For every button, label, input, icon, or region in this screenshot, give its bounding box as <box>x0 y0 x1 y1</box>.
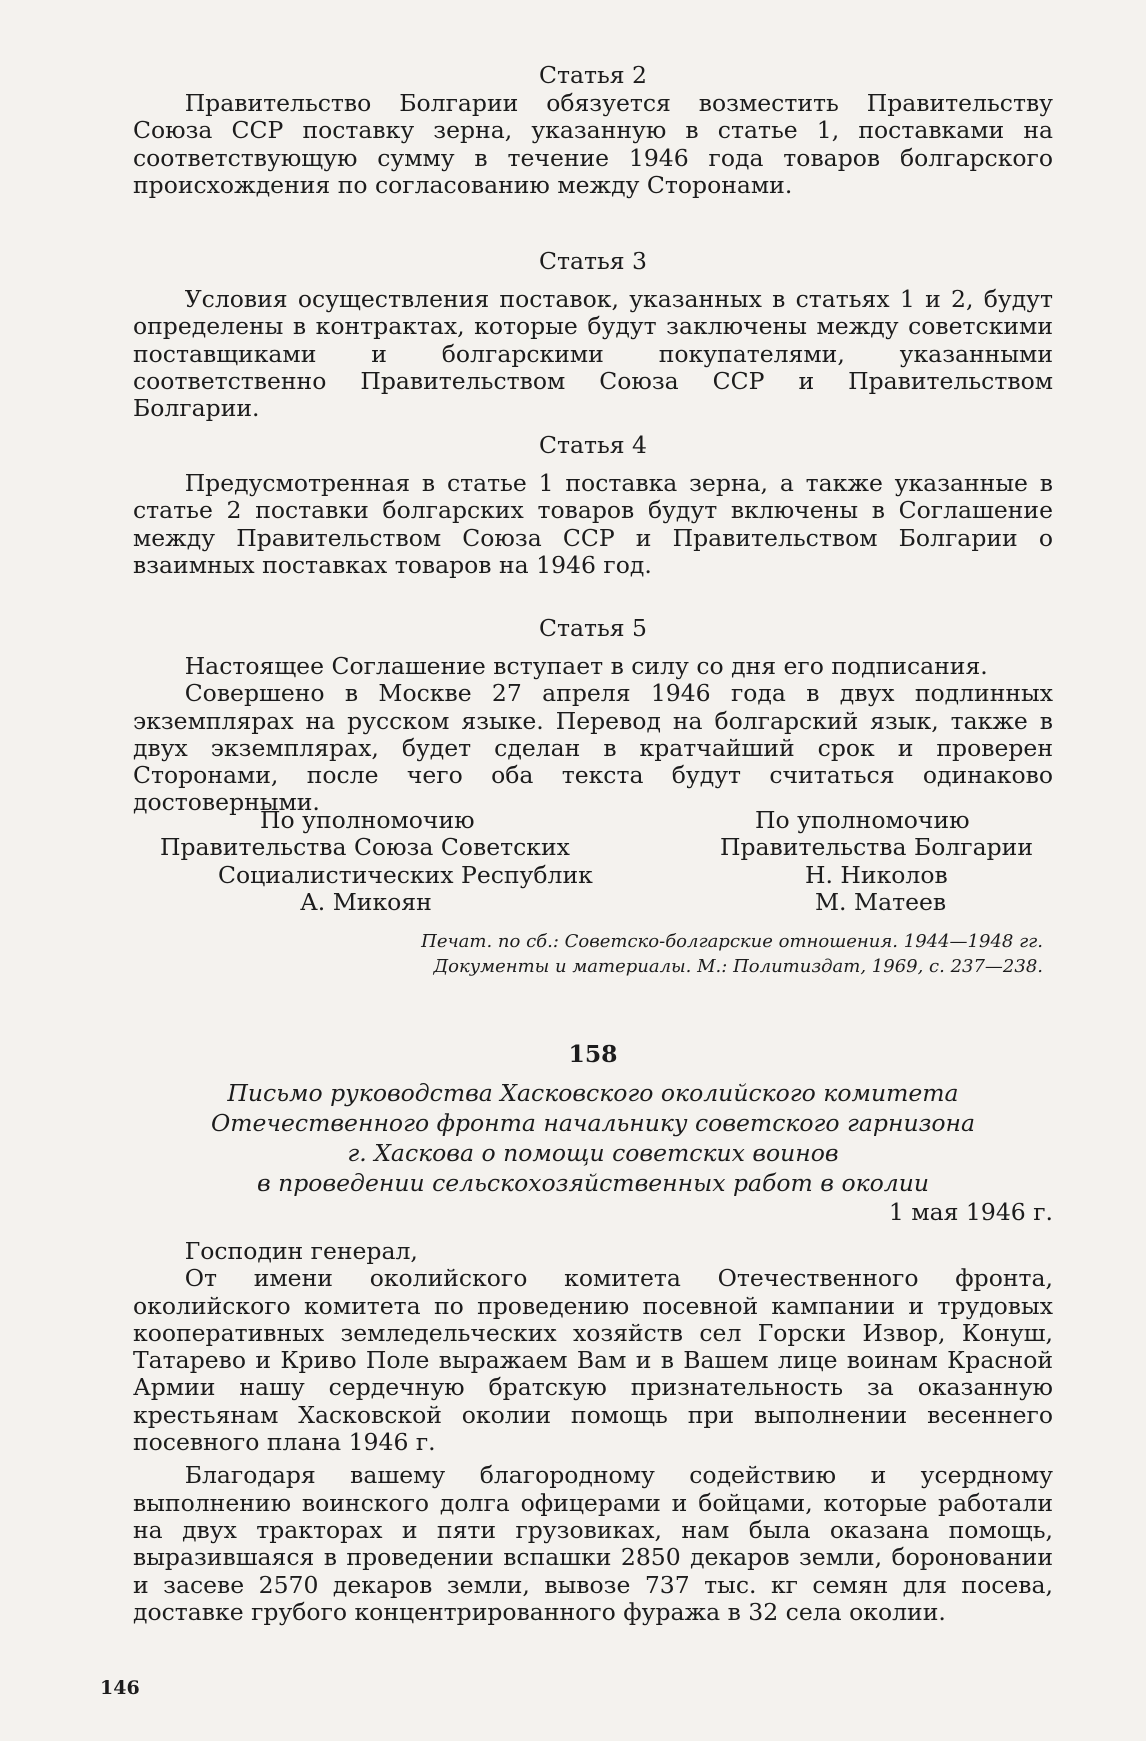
article-3-text: Условия осуществления поставок, указанных в статьях 1 и 2, будут определены в контрактах, которые будут заключены между советскими поставщиками и болгарскими покупателями, указанными соответственно Правительством Союза ССР и Правительством Болгарии. <box>133 285 1053 423</box>
article-3-body <box>133 286 1053 422</box>
signature-right-name-1: Н. Николов <box>805 860 948 889</box>
signature-block-soviet <box>160 807 620 916</box>
signature-right-name-2: М. Матеев <box>815 887 947 916</box>
article-2-heading: Статья 2 <box>538 61 648 89</box>
document-date: 1 мая 1946 г. <box>888 1198 1053 1226</box>
signature-block-bulgaria <box>720 807 1053 916</box>
signature-right-line-1: По уполномочию <box>755 806 970 834</box>
letter-paragraph-1: От имени околийского комитета Отечественного фронта, околийского комитета по проведению посевной кампании и трудовых кооперативных земледельческих хозяйств сел Горски Извор, Конуш, Татарево и Криво Поле выражаем Вам и в Вашем лице воинам Красной Армии нашу сердечную братскую признательность за оказанную крестьянам Хасковской околии помощь при выполнении весеннего посевного плана 1946 г. <box>133 1264 1053 1457</box>
article-2-text: Правительство Болгарии обязуется возместить Правительству Союза ССР поставку зерна, указанную в статье 1, поставками на соответствующую сумму в течение 1946 года товаров болгарского происхождения по согласованию между Сторонами. <box>133 89 1053 199</box>
signature-left-line-2: Правительства Союза Советских <box>160 833 570 862</box>
page-number: 146 <box>100 1677 140 1699</box>
article-2-body <box>133 90 1053 199</box>
document-title-line-2: Отечественного фронта начальнику советского гарнизона <box>210 1109 976 1137</box>
signature-left-line-3: Социалистических Республик <box>218 860 593 889</box>
signature-right-line-2: Правительства Болгарии <box>720 833 1033 862</box>
letter-paragraph-2: Благодаря вашему благородному содействию и усердному выполнению воинского долга офицерами и бойцами, которые работали на двух тракторах и пяти грузовиках, нам была оказана помощь, выразившаяся в проведении вспашки 2850 декаров земли, бороновании и засеве 2570 декаров земли, вывозе 737 тыс. кг семян для посева, доставке грубого концентрированного фуража в 32 села околии. <box>133 1461 1053 1626</box>
article-4-heading: Статья 4 <box>538 431 648 459</box>
article-5-text-2: Совершено в Москве 27 апреля 1946 года в двух подлинных экземплярах на русском языке. Перевод на болгарский язык, также в двух экземплярах, будет сделан в кратчайший срок и проверен Сторонами, после чего оба текста будут считаться одинаково достоверными. <box>133 679 1053 817</box>
signature-left-name: А. Микоян <box>300 887 432 916</box>
article-5-body <box>133 653 1053 817</box>
article-4-text: Предусмотренная в статье 1 поставка зерна, а также указанные в статье 2 поставки болгарских товаров будут включены в Соглашение между Правительством Союза ССР и Правительством Болгарии о взаимных поставках товаров на 1946 год. <box>133 469 1053 579</box>
document-title <box>133 1078 1053 1198</box>
source-citation-line-2: Документы и материалы. М.: Политиздат, 1969, с. 237—238. <box>433 956 1043 977</box>
article-5-heading: Статья 5 <box>538 614 648 642</box>
article-4-body <box>133 470 1053 579</box>
letter-body <box>133 1238 1053 1626</box>
source-citation-line-1: Печат. по сб.: Советско-болгарские отношения. 1944—1948 гг. <box>421 931 1043 952</box>
letter-salutation: Господин генерал, <box>184 1237 418 1265</box>
document-title-line-1: Письмо руководства Хасковского околийского комитета <box>227 1079 959 1107</box>
document-title-line-4: в проведении сельскохозяйственных работ в околии <box>256 1169 930 1197</box>
signature-left-line-1: По уполномочию <box>260 806 475 834</box>
document-number: 158 <box>568 1040 618 1068</box>
article-3-heading: Статья 3 <box>538 247 648 275</box>
source-citation <box>133 929 1053 979</box>
document-title-line-3: г. Хаскова о помощи советских воинов <box>347 1139 839 1167</box>
article-5-text-1: Настоящее Соглашение вступает в силу со дня его подписания. <box>184 652 988 680</box>
